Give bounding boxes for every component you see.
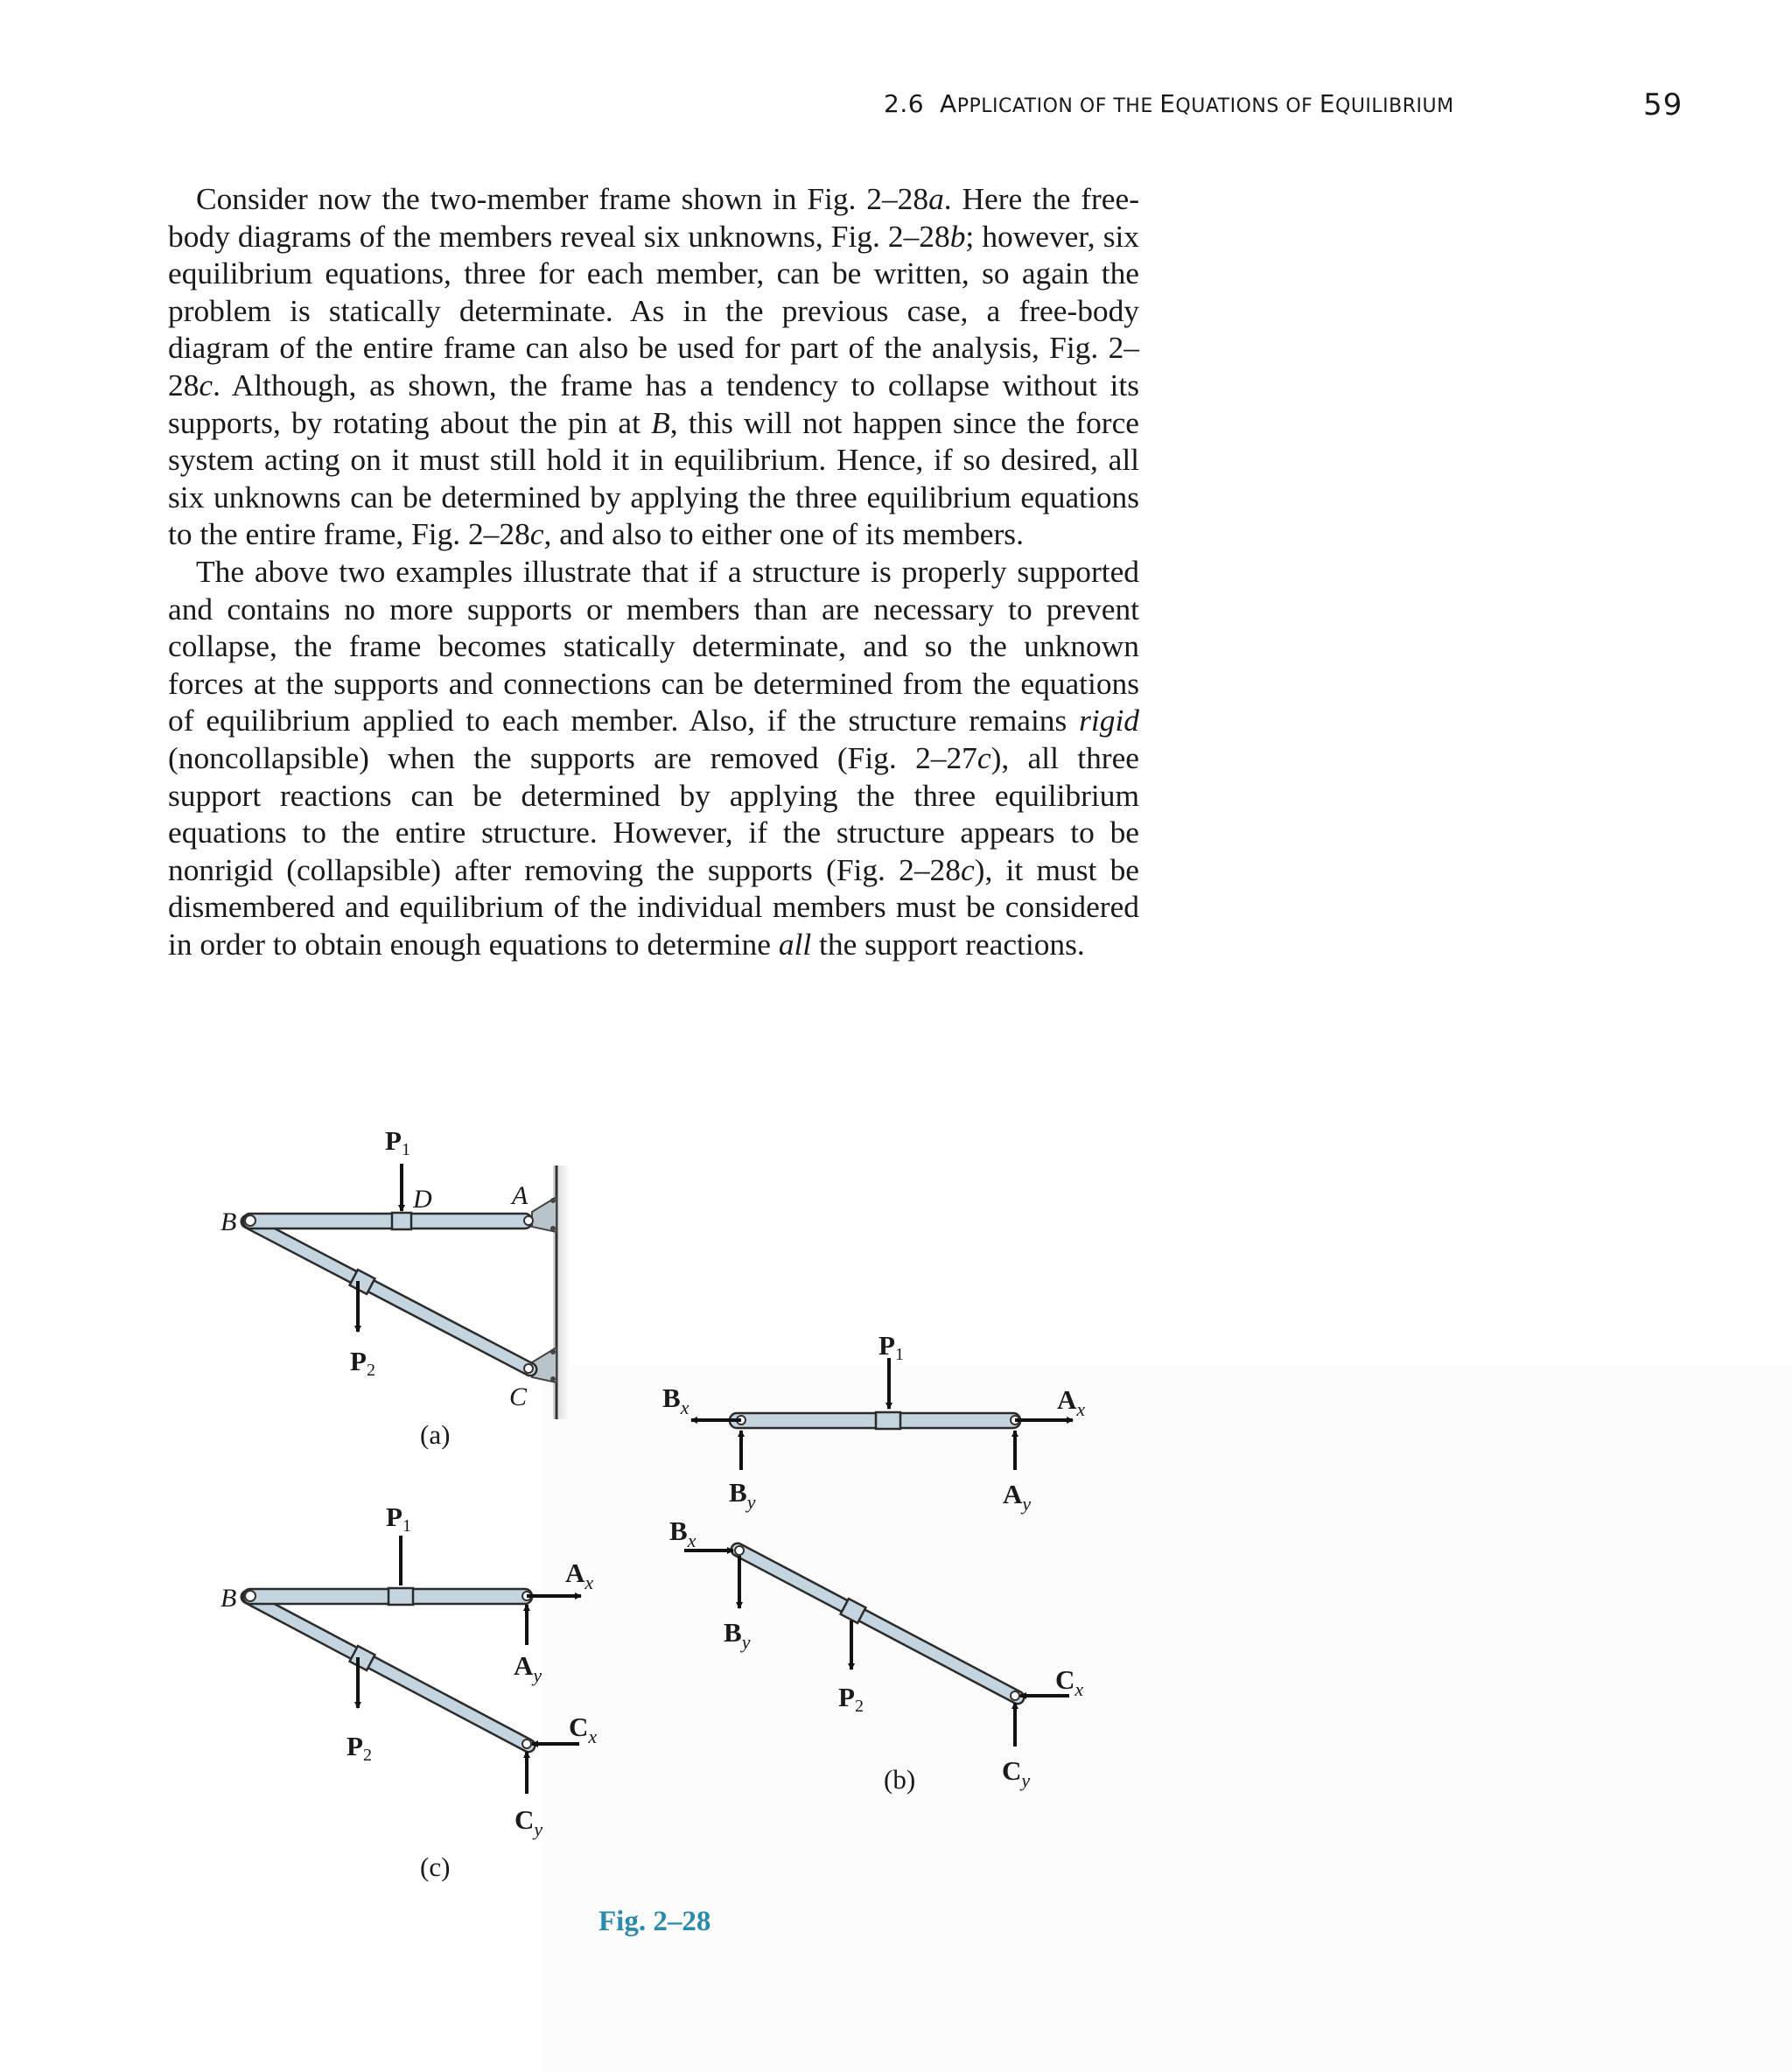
label-p1-c: P1 xyxy=(386,1502,411,1536)
subcaption-b: (b) xyxy=(884,1764,916,1795)
label-bx-top: $B_x$ xyxy=(662,1382,690,1418)
text-run: . Although, as shown, the frame has a tendency to collapse without its supports, by rotating about the pin at xyxy=(168,367,1139,440)
label-ax-c: $A_x$ xyxy=(565,1558,594,1593)
label-b-c: B xyxy=(220,1584,237,1613)
italic-text: c xyxy=(960,851,975,887)
text-run: , and also to either one of its members. xyxy=(543,516,1024,552)
label-p1: P1 xyxy=(385,1125,410,1159)
subcaption-a: (a) xyxy=(420,1419,451,1450)
italic-text: rigid xyxy=(1079,703,1139,738)
section-title-fragment: PPLICATION xyxy=(956,95,1080,117)
figure-caption: Fig. 2–28 xyxy=(598,1906,711,1937)
label-cx-b: $C_x$ xyxy=(1055,1664,1084,1700)
pin-c xyxy=(524,1364,533,1373)
text-run: (noncollapsible) when the supports are removed (Fig. 2–27 xyxy=(168,739,977,775)
section-title-fragment: A xyxy=(940,89,957,118)
label-cy-c: $C_y$ xyxy=(514,1804,543,1840)
member-ba xyxy=(243,1214,532,1228)
text-run: , this will not happen since the force system acting on it must still hold it in equilibrium. Hence, if so desired, all six unknowns can be determined by applying the three equilibrium equations to the entire frame, Fig. 2–28 xyxy=(168,404,1139,552)
pin-a xyxy=(524,1216,533,1225)
section-title-fragment: QUATIONS OF xyxy=(1175,95,1320,117)
text-run: ), all three support reactions can be determined by applying the three equilibrium equations to the entire structure. However, if the structure appears to be nonrigid (collapsible) after removing the supports (Fig. 2–28 xyxy=(168,739,1139,887)
italic-text: b xyxy=(949,218,966,254)
italic-text: c xyxy=(529,516,544,552)
label-p2: P2 xyxy=(350,1346,375,1380)
section-title-fragment: E xyxy=(1159,89,1176,118)
label-cy-b: $C_y$ xyxy=(1002,1755,1031,1791)
label-ax-top: $A_x$ xyxy=(1057,1384,1086,1420)
label-b: B xyxy=(220,1208,237,1236)
text-run: Consider now the two-member frame shown in Fig. 2–28 xyxy=(196,181,929,216)
label-a: A xyxy=(512,1181,528,1210)
label-ay-top: $A_y$ xyxy=(1003,1479,1032,1515)
text-run: ; however, six equilibrium equations, three for each member, can be written, so again the problem is statically determinate. As in the previous case, a free-body diagram of the entire frame can also be used for part of the analysis, Fig. 2–28 xyxy=(168,218,1139,402)
label-p2-b: P2 xyxy=(838,1682,864,1716)
label-c: C xyxy=(509,1382,528,1411)
page-number: 59 xyxy=(1643,88,1684,122)
pin-b xyxy=(245,1215,256,1226)
italic-text: c xyxy=(976,739,991,775)
text-run: . Here the free-body diagrams of the members reveal six unknowns, Fig. 2–28 xyxy=(168,181,1139,254)
section-number: 2.6 xyxy=(884,89,925,118)
italic-text: all xyxy=(778,926,812,962)
italic-text: B xyxy=(651,404,670,440)
text-run: The above two examples illustrate that if a structure is properly supported and contains no more supports or members than are necessary to prevent collapse, the frame becomes statically determinate, and so the unknown forces at the supports and connections can be determined from the equations of equilibrium applied to each member. Also, if the structure remains xyxy=(168,553,1139,738)
text-run: the support reactions. xyxy=(811,926,1085,962)
label-by-diag: $B_y$ xyxy=(724,1617,751,1653)
collar-d xyxy=(392,1213,411,1229)
label-by-top: $B_y$ xyxy=(729,1477,756,1513)
section-title-fragment: QUILIBRIUM xyxy=(1335,95,1454,117)
subcaption-c: (c) xyxy=(420,1852,451,1882)
section-title-fragment: E xyxy=(1319,89,1336,118)
label-cx-c: $C_x$ xyxy=(569,1712,598,1747)
section-title-fragment: OF THE xyxy=(1079,95,1160,117)
diagram-a xyxy=(220,1125,570,1450)
label-p2-c: P2 xyxy=(346,1731,372,1765)
text-run: ), it must be dismembered and equilibrium of the individual members must be considered in order to obtain enough equations to determine xyxy=(168,851,1139,962)
label-d: D xyxy=(413,1185,432,1214)
italic-text: a xyxy=(928,181,944,216)
label-ay-c: $A_y$ xyxy=(514,1650,542,1686)
diagram-b xyxy=(662,1330,1085,1795)
italic-text: c xyxy=(199,367,214,402)
label-p1-b: P1 xyxy=(878,1330,904,1364)
diagram-c xyxy=(220,1502,597,1882)
label-bx-diag: $B_x$ xyxy=(669,1516,696,1551)
